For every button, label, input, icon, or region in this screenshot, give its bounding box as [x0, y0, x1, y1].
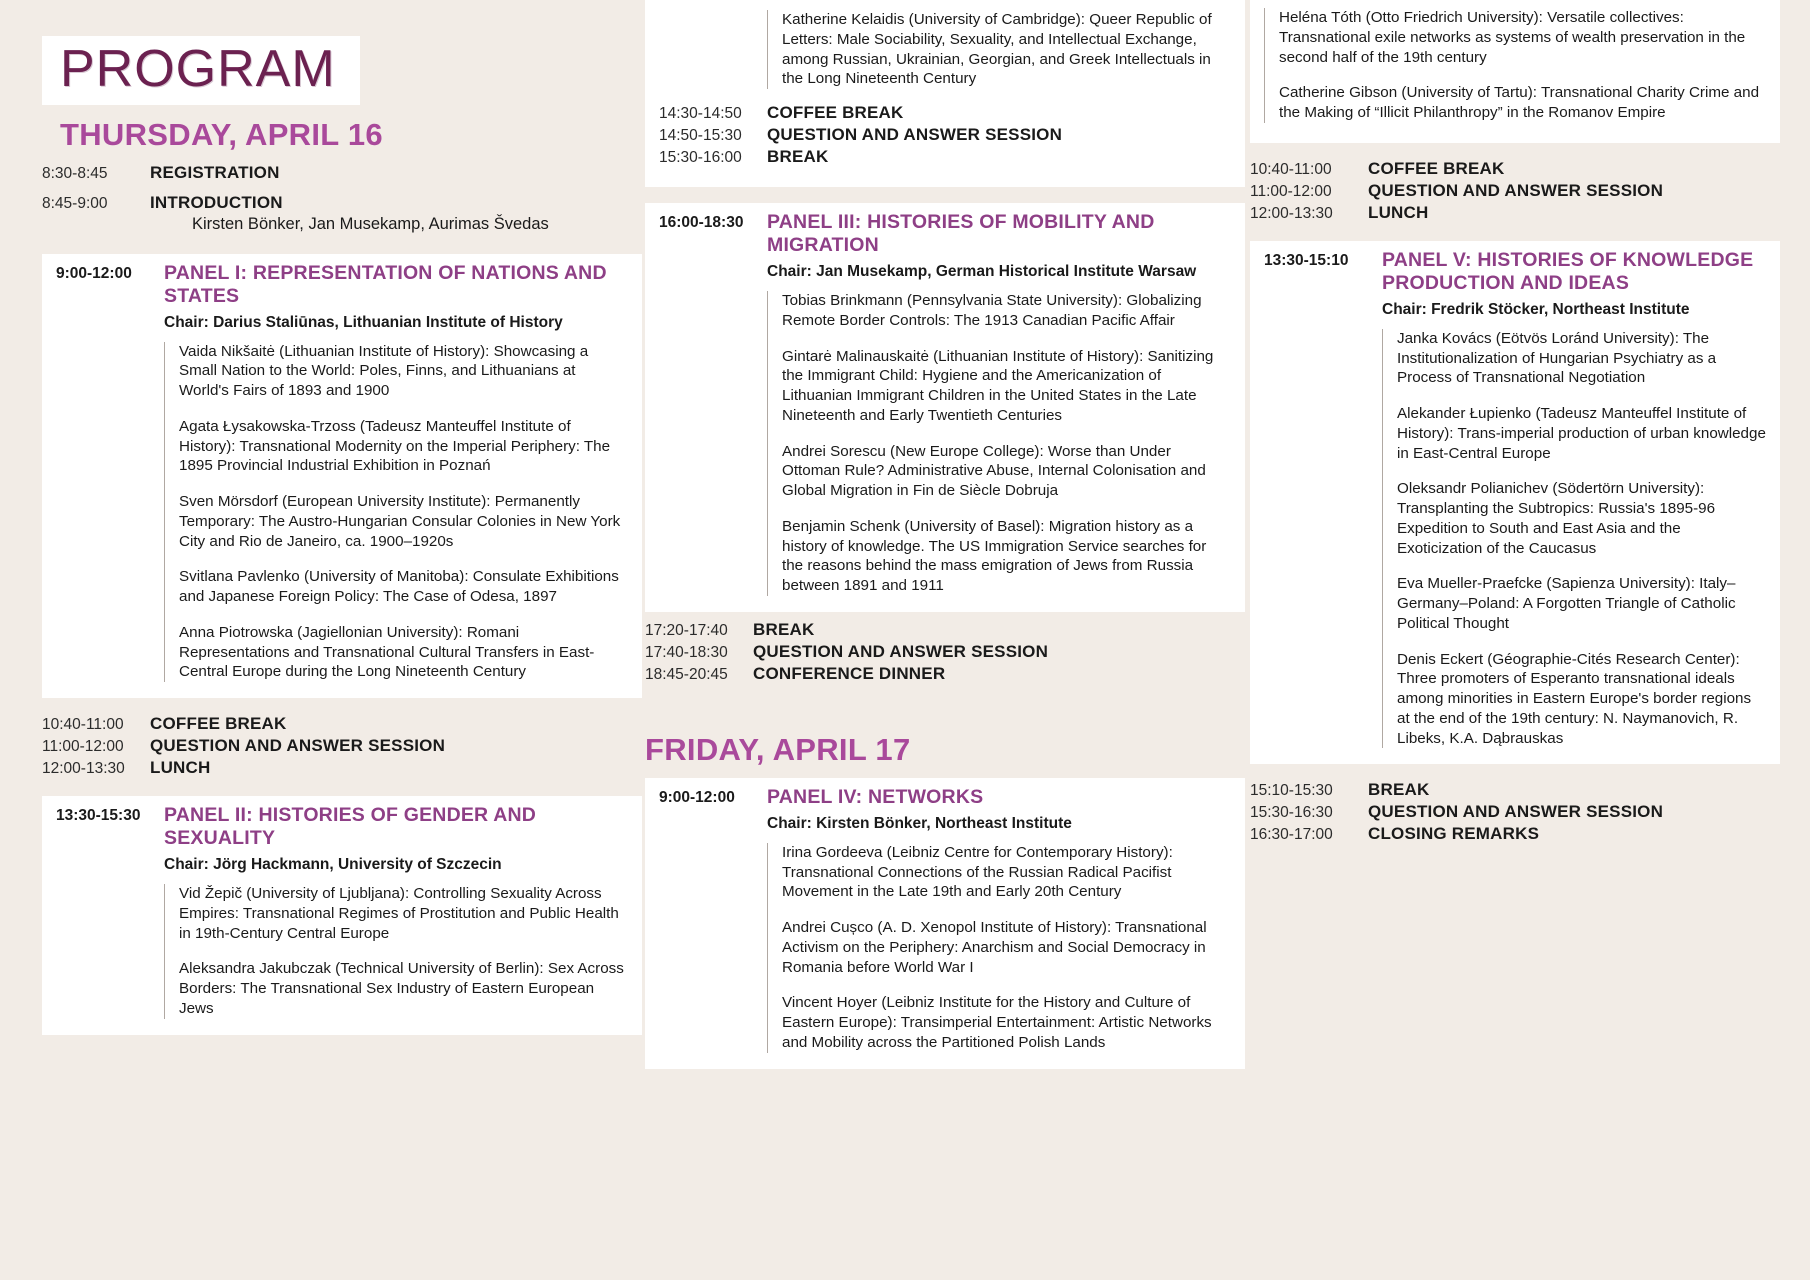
panel-time: 9:00-12:00: [659, 788, 735, 806]
schedule-row: [1250, 181, 1780, 201]
schedule-label: CONFERENCE DINNER: [753, 663, 946, 683]
thursday-evening-schedule: [645, 620, 1245, 684]
schedule-row: [42, 714, 642, 734]
schedule-label: QUESTION AND ANSWER SESSION: [1368, 180, 1664, 200]
thursday-afternoon-schedule: [659, 103, 1231, 167]
column-three: [1250, 0, 1780, 846]
day-heading-friday: FRIDAY, APRIL 17: [645, 731, 911, 767]
talk-item: Oleksandr Polianichev (Södertörn University): Transplanting the Subtropics: Russia's 1895-96 Expedition to South and East Asia and the Exoticization of the Caucasus: [1397, 480, 1716, 557]
schedule-label: COFFEE BREAK: [150, 714, 287, 734]
panel-chair: Chair: Jörg Hackmann, University of Szczecin: [164, 856, 502, 874]
talk-item: Svitlana Pavlenko (University of Manitoba): Consulate Exhibitions and Japanese Foreign Policy: The Case of Odesa, 1897: [179, 568, 619, 606]
panel-three-box: [645, 203, 1245, 612]
panel-two-header: [56, 804, 628, 850]
schedule-time: 10:40-11:00: [1250, 160, 1332, 178]
panel-one-talks: [164, 342, 628, 683]
schedule-row: [1250, 824, 1780, 844]
panel-five-header: [1264, 249, 1766, 295]
panel-two-continued-talks: [767, 10, 1231, 89]
panel-time: 9:00-12:00: [56, 264, 132, 282]
schedule-label: QUESTION AND ANSWER SESSION: [767, 125, 1063, 144]
panel-title: PANEL IV: NETWORKS: [767, 785, 984, 808]
schedule-time: 17:20-17:40: [645, 621, 728, 639]
schedule-label: LUNCH: [150, 758, 211, 778]
schedule-row: [42, 758, 642, 778]
schedule-time: 11:00-12:00: [1250, 182, 1332, 200]
panel-five-talks: [1382, 329, 1766, 749]
schedule-row: [659, 125, 1231, 145]
panel-chair: Chair: Fredrik Stöcker, Northeast Institute: [1382, 300, 1690, 318]
panel-two-talks: [164, 884, 628, 1019]
talk-item: Denis Eckert (Géographie-Cités Research Center): Three promoters of Esperanto transnational ideals among minorities in Eastern Europe's border regions at the end of the 19th century: N. Naymanovich, R. Libeks, K.A. Dąbrauskas: [1397, 650, 1752, 747]
schedule-label: QUESTION AND ANSWER SESSION: [150, 736, 446, 756]
talk-item: Eva Mueller-Praefcke (Sapienza University): Italy–Germany–Poland: A Forgotten Triangle of Catholic Political Thought: [1397, 575, 1736, 632]
panel-four-continued-box: [1250, 0, 1780, 143]
panel-three-talks: [767, 291, 1231, 596]
talk-item: Irina Gordeeva (Leibniz Centre for Contemporary History): Transnational Connections of the Russian Radical Pacifist Movement in the Late 19th and Early 20th Century: [782, 843, 1173, 901]
talk-item: Benjamin Schenk (University of Basel): Migration history as a history of knowledge. The US Immigration Service searches for the reasons behind the mass emigration of Jews from Russia between 1891 and 1911: [782, 517, 1207, 594]
schedule-row: [645, 620, 1245, 640]
talk-item: Vincent Hoyer (Leibniz Institute for the History and Culture of Eastern Europe): Transimperial Entertainment: Artistic Networks and Mobility across the Partitioned Polish Lands: [782, 994, 1212, 1051]
schedule-time: 12:00-13:30: [1250, 204, 1333, 222]
schedule-row: [659, 103, 1231, 123]
day-heading-thursday: THURSDAY, APRIL 16: [60, 116, 383, 152]
schedule-row: [1250, 802, 1780, 822]
schedule-time: 17:40-18:30: [645, 643, 728, 661]
schedule-label: QUESTION AND ANSWER SESSION: [753, 641, 1049, 661]
schedule-time: 18:45-20:45: [645, 665, 728, 683]
schedule-label: REGISTRATION: [150, 162, 280, 182]
panel-two-continued-box: [645, 0, 1245, 187]
schedule-time: 15:10-15:30: [1250, 782, 1333, 800]
friday-midday-schedule: [1250, 159, 1780, 223]
schedule-label: INTRODUCTION: [150, 192, 283, 212]
panel-title: PANEL II: HISTORIES OF GENDER AND SEXUALITY: [164, 804, 537, 850]
schedule-time: 11:00-12:00: [42, 738, 124, 756]
talk-item: Aleksandra Jakubczak (Technical University of Berlin): Sex Across Borders: The Transnational Sex Industry of Eastern European Jews: [179, 960, 624, 1017]
introduction-speakers: Kirsten Bönker, Jan Musekamp, Aurimas Švedas: [192, 214, 549, 233]
schedule-row: [1250, 203, 1780, 223]
talk-item: Vid Žepič (University of Ljubljana): Controlling Sexuality Across Empires: Transnational Regimes of Prostitution and Public Health in 19th-Century Central Europe: [179, 885, 619, 942]
schedule-time: 15:30-16:00: [659, 149, 742, 166]
panel-three-header: [659, 211, 1231, 257]
panel-title: PANEL III: HISTORIES OF MOBILITY AND MIGRATION: [767, 211, 1155, 256]
panel-five-box: [1250, 241, 1780, 765]
schedule-label: CLOSING REMARKS: [1368, 824, 1540, 844]
panel-four-continued-talks: [1264, 8, 1766, 123]
talk-item: Agata Łysakowska-Trzoss (Tadeusz Manteuffel Institute of History): Transnational Modernity on the Imperial Periphery: The 1895 Provincial Industrial Exhibition in Poznań: [179, 417, 611, 475]
talk-item: Andrei Sorescu (New Europe College): Worse than Under Ottoman Rule? Administrative Abuse, Internal Colonisation and Global Migration in Fin de Siècle Dobruja: [782, 442, 1206, 499]
panel-four-talks: [767, 843, 1231, 1053]
schedule-row: [1250, 159, 1780, 179]
panel-chair: Chair: Darius Staliūnas, Lithuanian Institute of History: [164, 313, 563, 331]
schedule-time: 15:30-16:30: [1250, 804, 1333, 822]
schedule-time: 14:30-14:50: [659, 105, 742, 122]
column-one: [42, 0, 642, 1035]
talk-item: Janka Kovács (Eötvös Loránd University): The Institutionalization of Hungarian Psychiatry as a Process of Transnational Negotiation: [1397, 329, 1717, 387]
schedule-row: [645, 642, 1245, 662]
schedule-label: BREAK: [753, 619, 815, 639]
panel-chair: Chair: Kirsten Bönker, Northeast Institute: [767, 814, 1072, 832]
talk-item: Sven Mörsdorf (European University Institute): Permanently Temporary: The Austro-Hungarian Consular Colonies in New York City and Rio de Janeiro, ca. 1900–1920s: [179, 493, 621, 550]
schedule-time: 8:45-9:00: [42, 194, 108, 212]
schedule-time: 16:30-17:00: [1250, 826, 1333, 844]
talk-item: Gintarė Malinauskaitė (Lithuanian Institute of History): Sanitizing the Immigrant Child: Hygiene and the Americanization of Lithuanian Immigrant Children in the United States in the Late Nineteenth and Early Twentieth Centuries: [782, 347, 1214, 424]
panel-time: 13:30-15:10: [1264, 251, 1349, 269]
panel-time: 13:30-15:30: [56, 807, 141, 825]
talk-item: Heléna Tóth (Otto Friedrich University): Versatile collectives: Transnational exile networks as systems of wealth preservation in the second half of the 19th century: [1279, 9, 1746, 66]
talk-item: Andrei Cușco (A. D. Xenopol Institute of History): Transnational Activism on the Periphery: Anarchism and Social Democracy in Romania before World War I: [782, 919, 1207, 976]
panel-time: 16:00-18:30: [659, 214, 744, 231]
panel-title: PANEL I: REPRESENTATION OF NATIONS AND STATES: [164, 261, 607, 307]
talk-item: Katherine Kelaidis (University of Cambridge): Queer Republic of Letters: Male Sociability, Sexuality, and Intellectual Exchange, among Russian, Ukrainian, Georgian, and Greek Intellectuals in the Long Nineteenth Century: [782, 11, 1212, 88]
schedule-label: BREAK: [1368, 780, 1430, 800]
schedule-row: [1250, 780, 1780, 800]
schedule-time: 14:50-15:30: [659, 127, 742, 144]
schedule-row: [659, 147, 1231, 167]
thursday-early-schedule: [42, 163, 642, 234]
schedule-row: [42, 163, 642, 183]
schedule-row: [42, 193, 642, 213]
schedule-time: 8:30-8:45: [42, 164, 108, 182]
schedule-row: [645, 664, 1245, 684]
panel-title: PANEL V: HISTORIES OF KNOWLEDGE PRODUCTION AND IDEAS: [1382, 248, 1754, 294]
schedule-label: BREAK: [767, 147, 829, 166]
talk-item: Vaida Nikšaitė (Lithuanian Institute of History): Showcasing a Small Nation to the World: Poles, Finns, and Lithuanians at World's Fairs of 1893 and 1900: [179, 342, 589, 400]
talk-item: Tobias Brinkmann (Pennsylvania State University): Globalizing Remote Border Controls: The 1913 Canadian Pacific Affair: [782, 292, 1202, 329]
schedule-label: LUNCH: [1368, 202, 1429, 222]
page-title: PROGRAM: [60, 40, 336, 98]
panel-four-header: [659, 786, 1231, 809]
schedule-label: QUESTION AND ANSWER SESSION: [1368, 802, 1664, 822]
panel-chair: Chair: Jan Musekamp, German Historical Institute Warsaw: [767, 263, 1197, 280]
panel-four-box: [645, 778, 1245, 1069]
schedule-time: 12:00-13:30: [42, 760, 125, 778]
schedule-time: 10:40-11:00: [42, 716, 124, 734]
program-title-box: [42, 36, 360, 105]
friday-closing-schedule: [1250, 780, 1780, 844]
schedule-label: COFFEE BREAK: [767, 103, 904, 122]
schedule-label: COFFEE BREAK: [1368, 158, 1505, 178]
talk-item: Catherine Gibson (University of Tartu): Transnational Charity Crime and the Making of “Illicit Philanthropy” in the Romanov Empire: [1279, 84, 1760, 121]
thursday-midday-schedule: [42, 714, 642, 778]
talk-item: Alekander Łupienko (Tadeusz Manteuffel Institute of History): Trans-imperial production of urban knowledge in East-Central Europe: [1397, 405, 1766, 462]
column-two: [645, 0, 1245, 1069]
panel-one-header: [56, 262, 628, 308]
talk-item: Anna Piotrowska (Jagiellonian University): Romani Representations and Transnational Cultural Transfers in East-Central Europe during the Long Nineteenth Century: [179, 623, 595, 681]
panel-two-box: [42, 796, 642, 1035]
panel-one-box: [42, 254, 642, 699]
schedule-row: [42, 736, 642, 756]
